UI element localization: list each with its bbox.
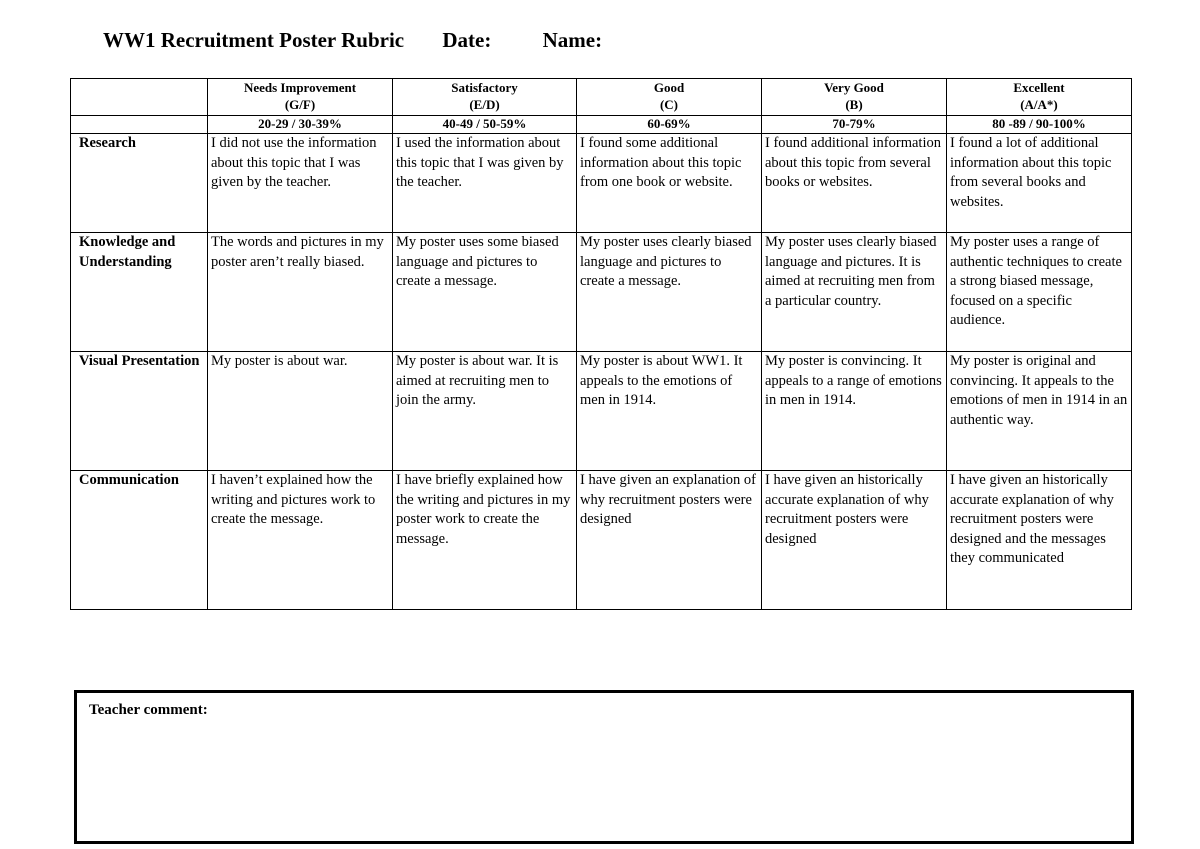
level-name: Good	[653, 80, 685, 95]
level-header	[947, 79, 1132, 116]
level-percent: 70-79%	[762, 116, 947, 134]
teacher-comment-label: Teacher comment:	[89, 702, 208, 718]
level-grade: (E/D)	[469, 97, 500, 112]
table-row	[71, 134, 1132, 233]
page-title: WW1 Recruitment Poster Rubric	[103, 28, 405, 52]
rubric-cell: My poster uses some biased language and pictures to create a message.	[393, 233, 577, 352]
rubric-cell: My poster is about WW1. It appeals to the emotions of men in 1914.	[577, 352, 762, 471]
level-name: Excellent	[1013, 80, 1065, 95]
rubric-cell: I have given an historically accurate explanation of why recruitment posters were designed and the messages they communicated	[947, 471, 1132, 610]
table-row	[71, 233, 1132, 352]
table-row	[71, 471, 1132, 610]
page-header	[103, 28, 602, 53]
criterion-label: Knowledge and Understanding	[71, 233, 208, 352]
rubric-cell: I found some additional information about this topic from one book or website.	[577, 134, 762, 233]
rubric-cell: My poster uses a range of authentic techniques to create a strong biased message, focused on a specific audience.	[947, 233, 1132, 352]
rubric-table	[70, 78, 1132, 610]
header-row	[71, 79, 1132, 116]
level-percent: 60-69%	[577, 116, 762, 134]
rubric-cell: My poster uses clearly biased language and pictures to create a message.	[577, 233, 762, 352]
rubric-cell: I have briefly explained how the writing and pictures in my poster work to create the message.	[393, 471, 577, 610]
criterion-label: Research	[71, 134, 208, 233]
table-row	[71, 352, 1132, 471]
percent-corner-cell	[71, 116, 208, 134]
rubric-cell: I found a lot of additional information about this topic from several books and websites.	[947, 134, 1132, 233]
level-percent: 20-29 / 30-39%	[208, 116, 393, 134]
rubric-cell: I found additional information about this topic from several books or websites.	[762, 134, 947, 233]
rubric-cell: The words and pictures in my poster aren’t really biased.	[208, 233, 393, 352]
header-corner-cell	[71, 79, 208, 116]
level-name: Very Good	[824, 80, 884, 95]
level-name: Needs Improvement	[243, 80, 357, 95]
rubric-cell: My poster uses clearly biased language and pictures. It is aimed at recruiting men from a particular country.	[762, 233, 947, 352]
level-percent: 80 -89 / 90-100%	[947, 116, 1132, 134]
percent-row	[71, 116, 1132, 134]
rubric-cell: My poster is about war.	[208, 352, 393, 471]
rubric-cell: I did not use the information about this topic that I was given by the teacher.	[208, 134, 393, 233]
criterion-label: Visual Presentation	[71, 352, 208, 471]
name-label: Name:	[542, 28, 603, 52]
level-header	[762, 79, 947, 116]
rubric-cell: My poster is about war. It is aimed at recruiting men to join the army.	[393, 352, 577, 471]
rubric-cell: My poster is convincing. It appeals to a range of emotions in men in 1914.	[762, 352, 947, 471]
rubric-cell: I have given an explanation of why recruitment posters were designed	[577, 471, 762, 610]
rubric-cell: I have given an historically accurate explanation of why recruitment posters were designed	[762, 471, 947, 610]
teacher-comment-box[interactable]	[74, 690, 1134, 844]
rubric-cell: My poster is original and convincing. It appeals to the emotions of men in 1914 in an authentic way.	[947, 352, 1132, 471]
level-header	[577, 79, 762, 116]
date-label: Date:	[442, 28, 492, 52]
level-grade: (B)	[845, 97, 863, 112]
level-percent: 40-49 / 50-59%	[393, 116, 577, 134]
rubric-cell: I used the information about this topic that I was given by the teacher.	[393, 134, 577, 233]
level-name: Satisfactory	[451, 80, 518, 95]
level-grade: (A/A*)	[1020, 97, 1058, 112]
rubric-cell: I haven’t explained how the writing and pictures work to create the message.	[208, 471, 393, 610]
level-header	[208, 79, 393, 116]
level-header	[393, 79, 577, 116]
level-grade: (G/F)	[284, 97, 316, 112]
level-grade: (C)	[659, 97, 679, 112]
criterion-label: Communication	[71, 471, 208, 610]
